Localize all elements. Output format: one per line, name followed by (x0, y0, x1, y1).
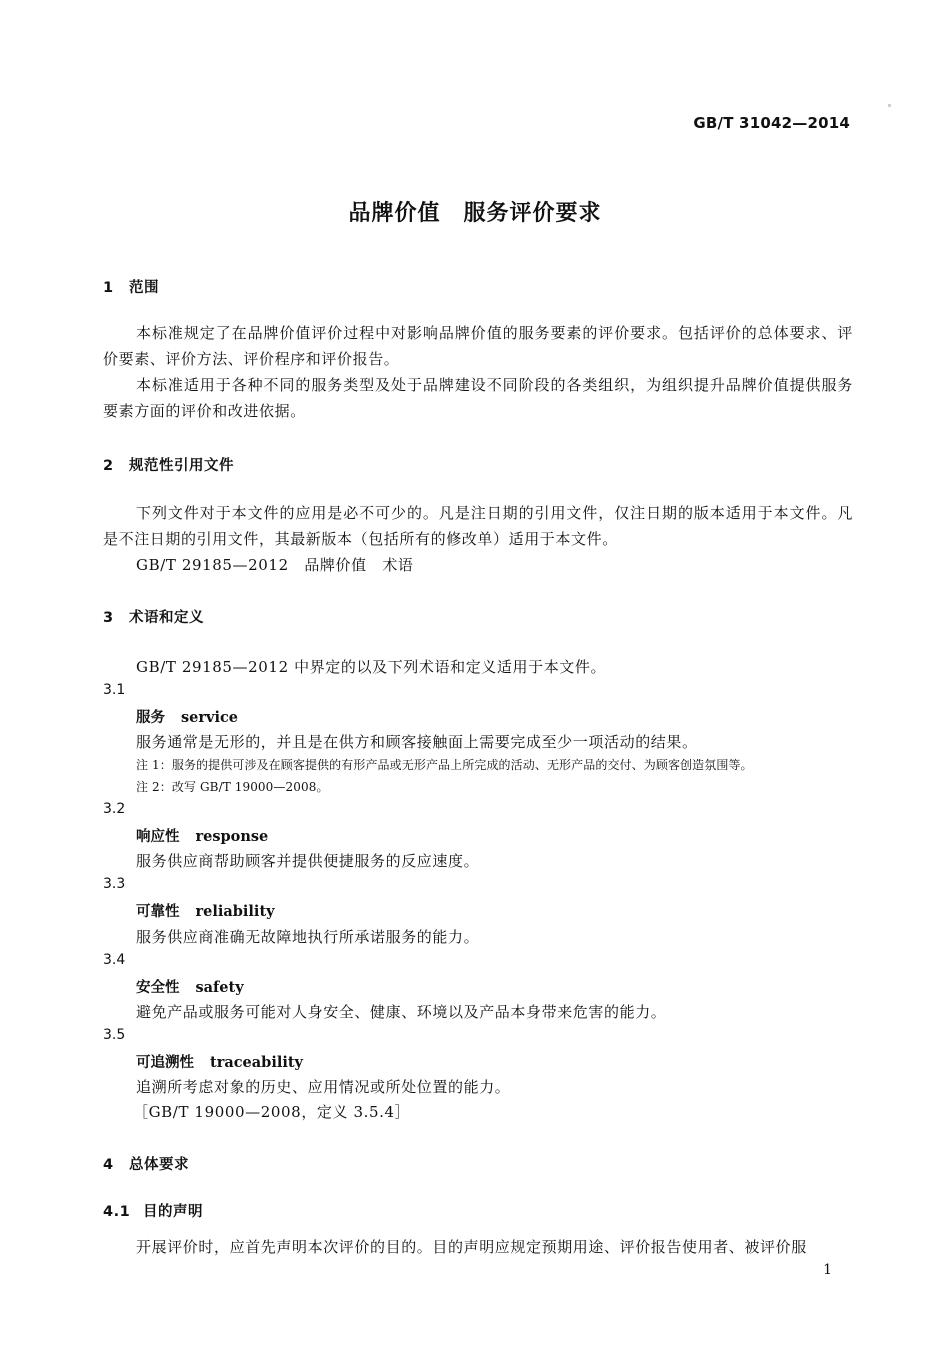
subsection-title: 目的声明 (143, 1204, 203, 1220)
term-source: ［GB/T 19000—2008，定义 3.5.4］ (133, 1103, 411, 1121)
term-name-en: reliability (195, 903, 275, 920)
term-name-en: traceability (210, 1054, 303, 1071)
page-number: 1 (823, 1262, 832, 1278)
term-name-en: service (181, 709, 239, 726)
subsection-4-1-heading (103, 1200, 203, 1221)
section-number: 2 (103, 458, 114, 474)
section-1-paragraph-1: 本标准规定了在品牌价值评价过程中对影响品牌价值的服务要素的评价要求。包括评价的总体要求、评价要素、评价方法、评价程序和评价报告。 (103, 324, 853, 368)
term-note-1: 注 1：服务的提供可涉及在顾客提供的有形产品或无形产品上所完成的活动、无形产品的交付、为顾客创造氛围等。 (136, 758, 753, 772)
section-4-heading (103, 1153, 189, 1174)
term-name-en: response (195, 828, 269, 845)
subsection-number: 4.1 (103, 1204, 131, 1220)
section-title: 总体要求 (129, 1157, 189, 1173)
term-number: 3.2 (103, 801, 126, 817)
term-definition: 服务通常是无形的，并且是在供方和顾客接触面上需要完成至少一项活动的结果。 (136, 733, 698, 751)
document-title: 品牌价值 服务评价要求 (348, 201, 602, 226)
term-name-zh: 可追溯性 (136, 1055, 194, 1071)
section-title: 术语和定义 (129, 610, 204, 626)
term-name-en: safety (195, 979, 244, 996)
term-number: 3.4 (103, 952, 126, 968)
scan-dot (888, 104, 891, 107)
section-1-paragraph-2: 本标准适用于各种不同的服务类型及处于品牌建设不同阶段的各类组织，为组织提升品牌价值提供服务要素方面的评价和改进依据。 (103, 376, 853, 420)
term-number: 3.1 (103, 682, 126, 698)
term-name (136, 900, 275, 921)
section-number: 3 (103, 610, 114, 626)
term-definition: 追溯所考虑对象的历史、应用情况或所处位置的能力。 (136, 1078, 511, 1096)
term-name-zh: 响应性 (136, 829, 180, 845)
section-number: 1 (103, 280, 114, 296)
section-3-intro: GB/T 29185—2012 中界定的以及下列术语和定义适用于本文件。 (136, 658, 607, 676)
term-name (136, 1051, 303, 1072)
section-2-heading (103, 454, 234, 475)
term-definition: 服务供应商准确无故障地执行所承诺服务的能力。 (136, 928, 480, 946)
term-name (136, 976, 244, 997)
section-3-heading (103, 606, 204, 627)
normative-reference: GB/T 29185—2012 品牌价值 术语 (136, 556, 414, 574)
term-note-2: 注 2：改写 GB/T 19000—2008。 (136, 780, 329, 794)
term-name-zh: 可靠性 (136, 904, 180, 920)
term-name-zh: 服务 (136, 710, 165, 726)
term-definition: 服务供应商帮助顾客并提供便捷服务的反应速度。 (136, 852, 480, 870)
term-definition: 避免产品或服务可能对人身安全、健康、环境以及产品本身带来危害的能力。 (136, 1003, 667, 1021)
term-name-zh: 安全性 (136, 980, 180, 996)
term-number: 3.3 (103, 876, 126, 892)
section-title: 规范性引用文件 (129, 458, 234, 474)
section-2-paragraph-1: 下列文件对于本文件的应用是必不可少的。凡是注日期的引用文件，仅注日期的版本适用于本文件。凡是不注日期的引用文件，其最新版本（包括所有的修改单）适用于本文件。 (103, 504, 853, 548)
subsection-4-1-paragraph-1: 开展评价时，应首先声明本次评价的目的。目的声明应规定预期用途、评价报告使用者、被评价服 (136, 1238, 807, 1256)
term-name (136, 825, 268, 846)
standard-code: GB/T 31042—2014 (693, 114, 850, 132)
section-1-heading (103, 276, 159, 297)
section-number: 4 (103, 1157, 114, 1173)
term-number: 3.5 (103, 1027, 126, 1043)
section-title: 范围 (129, 280, 159, 296)
term-name (136, 706, 238, 727)
